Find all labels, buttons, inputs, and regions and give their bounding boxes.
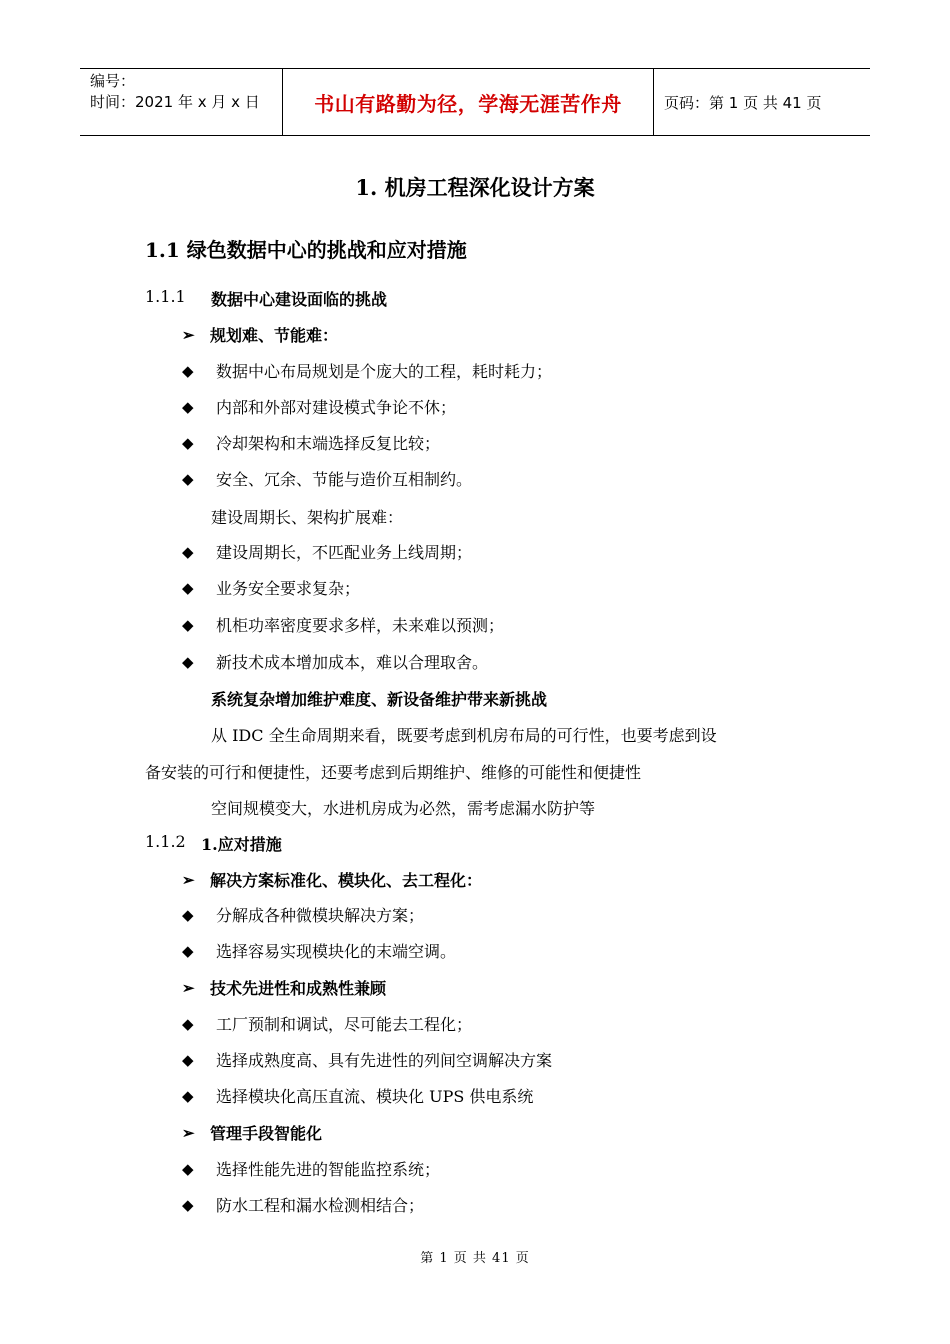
- diamond-bullet-icon: ◆: [182, 941, 194, 960]
- list-item: [182, 431, 440, 454]
- header-number-label: 编号：: [90, 72, 136, 90]
- header-motto: 书山有路勤为径，学海无涯苦作舟: [282, 69, 654, 135]
- heading-text: 解决方案标准化、模块化、去工程化：: [210, 871, 483, 890]
- list-item: [182, 1157, 440, 1180]
- section-heading-1-1-1: [145, 287, 387, 310]
- diamond-bullet-icon: ◆: [182, 1086, 194, 1105]
- diamond-bullet-icon: ◆: [182, 542, 194, 561]
- section-number: 1.1.1: [145, 287, 186, 306]
- arrow-heading-management: [182, 1121, 322, 1144]
- list-item: [182, 395, 456, 418]
- list-item: [182, 903, 424, 926]
- list-item-text: 选择成熟度高、具有先进性的列间空调解决方案: [216, 1051, 553, 1070]
- heading-text: 管理手段智能化: [210, 1124, 323, 1143]
- section-number: 1.1.2: [145, 832, 186, 851]
- diamond-bullet-icon: ◆: [182, 578, 194, 597]
- arrow-heading-planning: [182, 323, 338, 346]
- list-item-text: 选择模块化高压直流、模块化 UPS 供电系统: [216, 1087, 534, 1106]
- list-item-text: 数据中心布局规划是个庞大的工程，耗时耗力；: [216, 362, 553, 381]
- list-item-text: 安全、冗余、节能与造价互相制约。: [216, 470, 473, 489]
- section-heading-1-1-2: [145, 832, 282, 855]
- arrow-bullet-icon: ➢: [182, 870, 195, 889]
- diamond-bullet-icon: ◆: [182, 615, 194, 634]
- subheading-maintenance: 系统复杂增加维护难度、新设备维护带来新挑战: [211, 690, 548, 709]
- diamond-bullet-icon: ◆: [182, 397, 194, 416]
- diamond-bullet-icon: ◆: [182, 433, 194, 452]
- subheading-build-cycle: 建设周期长、架构扩展难：: [211, 508, 404, 527]
- diamond-bullet-icon: ◆: [182, 1159, 194, 1178]
- paragraph-line: 从 IDC 全生命周期来看，既要考虑到机房布局的可行性，也要考虑到设: [211, 726, 717, 745]
- heading-text: 规划难、节能难：: [210, 326, 339, 345]
- diamond-bullet-icon: ◆: [182, 652, 194, 671]
- heading-text: 技术先进性和成熟性兼顾: [210, 979, 387, 998]
- arrow-heading-technology: [182, 976, 386, 999]
- section-text: 数据中心建设面临的挑战: [211, 290, 388, 309]
- diamond-bullet-icon: ◆: [182, 361, 194, 380]
- diamond-bullet-icon: ◆: [182, 905, 194, 924]
- arrow-bullet-icon: ➢: [182, 325, 195, 344]
- list-item: [182, 1193, 424, 1216]
- header-page-info: 页码：第 1 页 共 41 页: [664, 93, 822, 112]
- paragraph-line: 备安装的可行和便捷性，还要考虑到后期维护、维修的可能性和便捷性: [145, 763, 642, 782]
- header-meta: [80, 69, 282, 135]
- list-item-text: 选择容易实现模块化的末端空调。: [216, 942, 457, 961]
- section-text: 1.应对措施: [201, 835, 282, 854]
- list-item-text: 机柜功率密度要求多样，未来难以预测；: [216, 616, 505, 635]
- list-item-text: 业务安全要求复杂；: [216, 579, 361, 598]
- list-item-text: 内部和外部对建设模式争论不休；: [216, 398, 457, 417]
- document-title: 1. 机房工程深化设计方案: [355, 175, 595, 200]
- section-heading-1-1: 1.1 绿色数据中心的挑战和应对措施: [145, 238, 467, 262]
- list-item: [182, 939, 456, 962]
- list-item: [182, 613, 504, 636]
- list-item: [182, 1012, 472, 1035]
- list-item-text: 建设周期长，不匹配业务上线周期；: [216, 543, 473, 562]
- list-item-text: 工厂预制和调试，尽可能去工程化；: [216, 1015, 473, 1034]
- list-item: [182, 650, 488, 673]
- diamond-bullet-icon: ◆: [182, 469, 194, 488]
- list-item-text: 新技术成本增加成本，难以合理取舍。: [216, 653, 489, 672]
- list-item-text: 选择性能先进的智能监控系统；: [216, 1160, 441, 1179]
- list-item: [182, 467, 472, 490]
- arrow-bullet-icon: ➢: [182, 978, 195, 997]
- header-table: [80, 68, 870, 136]
- paragraph-line: 空间规模变大，水进机房成为必然，需考虑漏水防护等: [211, 799, 596, 818]
- list-item-text: 防水工程和漏水检测相结合；: [216, 1196, 425, 1215]
- list-item: [182, 576, 360, 599]
- list-item-text: 冷却架构和末端选择反复比较；: [216, 434, 441, 453]
- list-item: [182, 1048, 552, 1071]
- list-item-text: 分解成各种微模块解决方案；: [216, 906, 425, 925]
- diamond-bullet-icon: ◆: [182, 1014, 194, 1033]
- page-footer: 第 1 页 共 41 页: [420, 1251, 530, 1266]
- list-item: [182, 1084, 533, 1107]
- list-item: [182, 540, 472, 563]
- diamond-bullet-icon: ◆: [182, 1050, 194, 1069]
- list-item: [182, 359, 552, 382]
- arrow-heading-standardization: [182, 868, 482, 891]
- arrow-bullet-icon: ➢: [182, 1123, 195, 1142]
- header-time-label: 时间：2021 年 x 月 x 日: [90, 93, 260, 111]
- diamond-bullet-icon: ◆: [182, 1195, 194, 1214]
